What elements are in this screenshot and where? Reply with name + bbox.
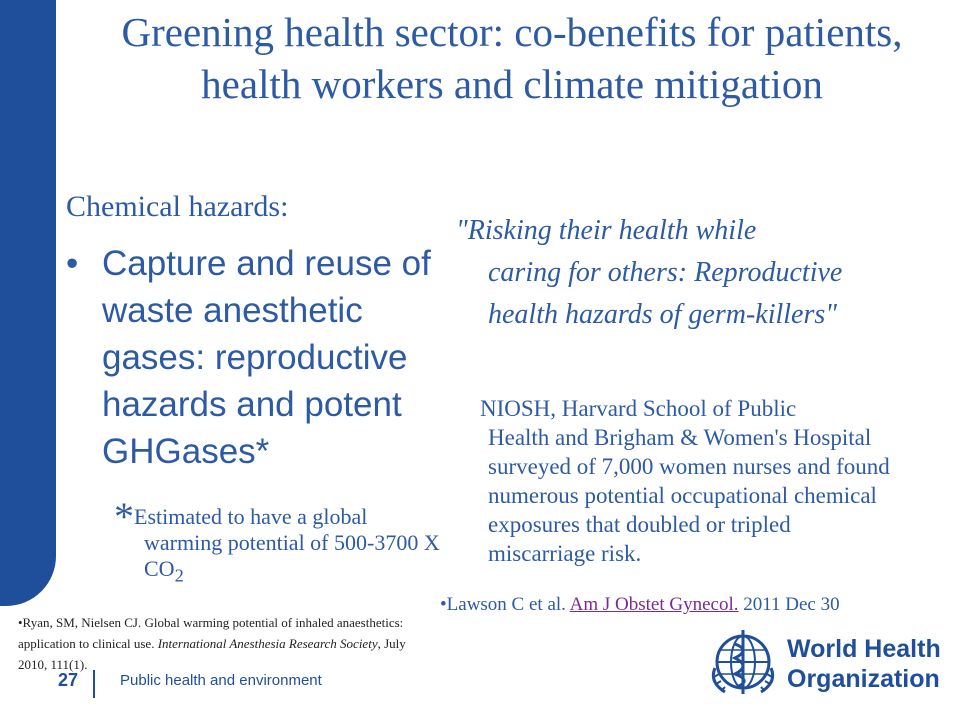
bullet-dot: •: [66, 244, 79, 283]
footnote-asterisk: *: [114, 494, 134, 539]
footnote: [114, 494, 444, 588]
bullet-text: Capture and reuse of waste anesthetic gases: reproductive hazards and potent GHGases*: [102, 244, 431, 471]
footnote-rest: [144, 530, 444, 588]
study-description: [480, 394, 900, 568]
footer-divider: [93, 670, 95, 698]
section-subhead: Chemical hazards:: [66, 190, 289, 223]
footnote-line1: Estimated to have a global: [134, 504, 368, 529]
who-logo: [705, 624, 945, 702]
page-number: 27: [58, 670, 79, 690]
quote-rest: caring for others: Reproductive health hazards of germ-killers": [488, 257, 843, 330]
who-wordmark-line1: World Health: [787, 635, 941, 663]
footnote-subscript: 2: [174, 565, 184, 586]
niosh-rest: Health and Brigham & Women's Hospital surveyed of 7,000 women nurses and found numerous potential occupational chemical exposures that doubled or tripled miscarriage risk.: [488, 425, 890, 566]
citation-suffix: 2011 Dec 30: [738, 594, 840, 615]
who-wordmark: [787, 634, 941, 694]
reference-journal: International Anesthesia Research Society: [157, 636, 378, 651]
reference-part2: , July 2010, 111(1).: [18, 636, 406, 672]
slide-title: Greening health sector: co-benefits for patients, health workers and climate mitigation: [121, 9, 903, 107]
footnote-text: warming potential of 500-3700 X CO: [144, 530, 440, 581]
quote-first-line: "Risking their health while: [456, 215, 757, 246]
reference-part1: •Ryan, SM, Nielsen CJ. Global warming potential of inhaled anaesthetics: application to clinical use.: [18, 615, 404, 651]
sidebar-accent: [0, 0, 56, 606]
citation-prefix: •Lawson C et al.: [440, 594, 570, 615]
who-emblem-icon: [705, 624, 781, 700]
who-wordmark-line2: Organization: [787, 665, 940, 693]
footer-section-label: Public health and environment: [120, 672, 322, 689]
bullet-item: [62, 240, 452, 475]
citation: [440, 594, 840, 616]
reference-note: [18, 612, 418, 675]
study-quote: [456, 210, 896, 336]
niosh-first-line: NIOSH, Harvard School of Public: [480, 396, 797, 421]
citation-journal-link[interactable]: Am J Obstet Gynecol.: [569, 594, 739, 615]
